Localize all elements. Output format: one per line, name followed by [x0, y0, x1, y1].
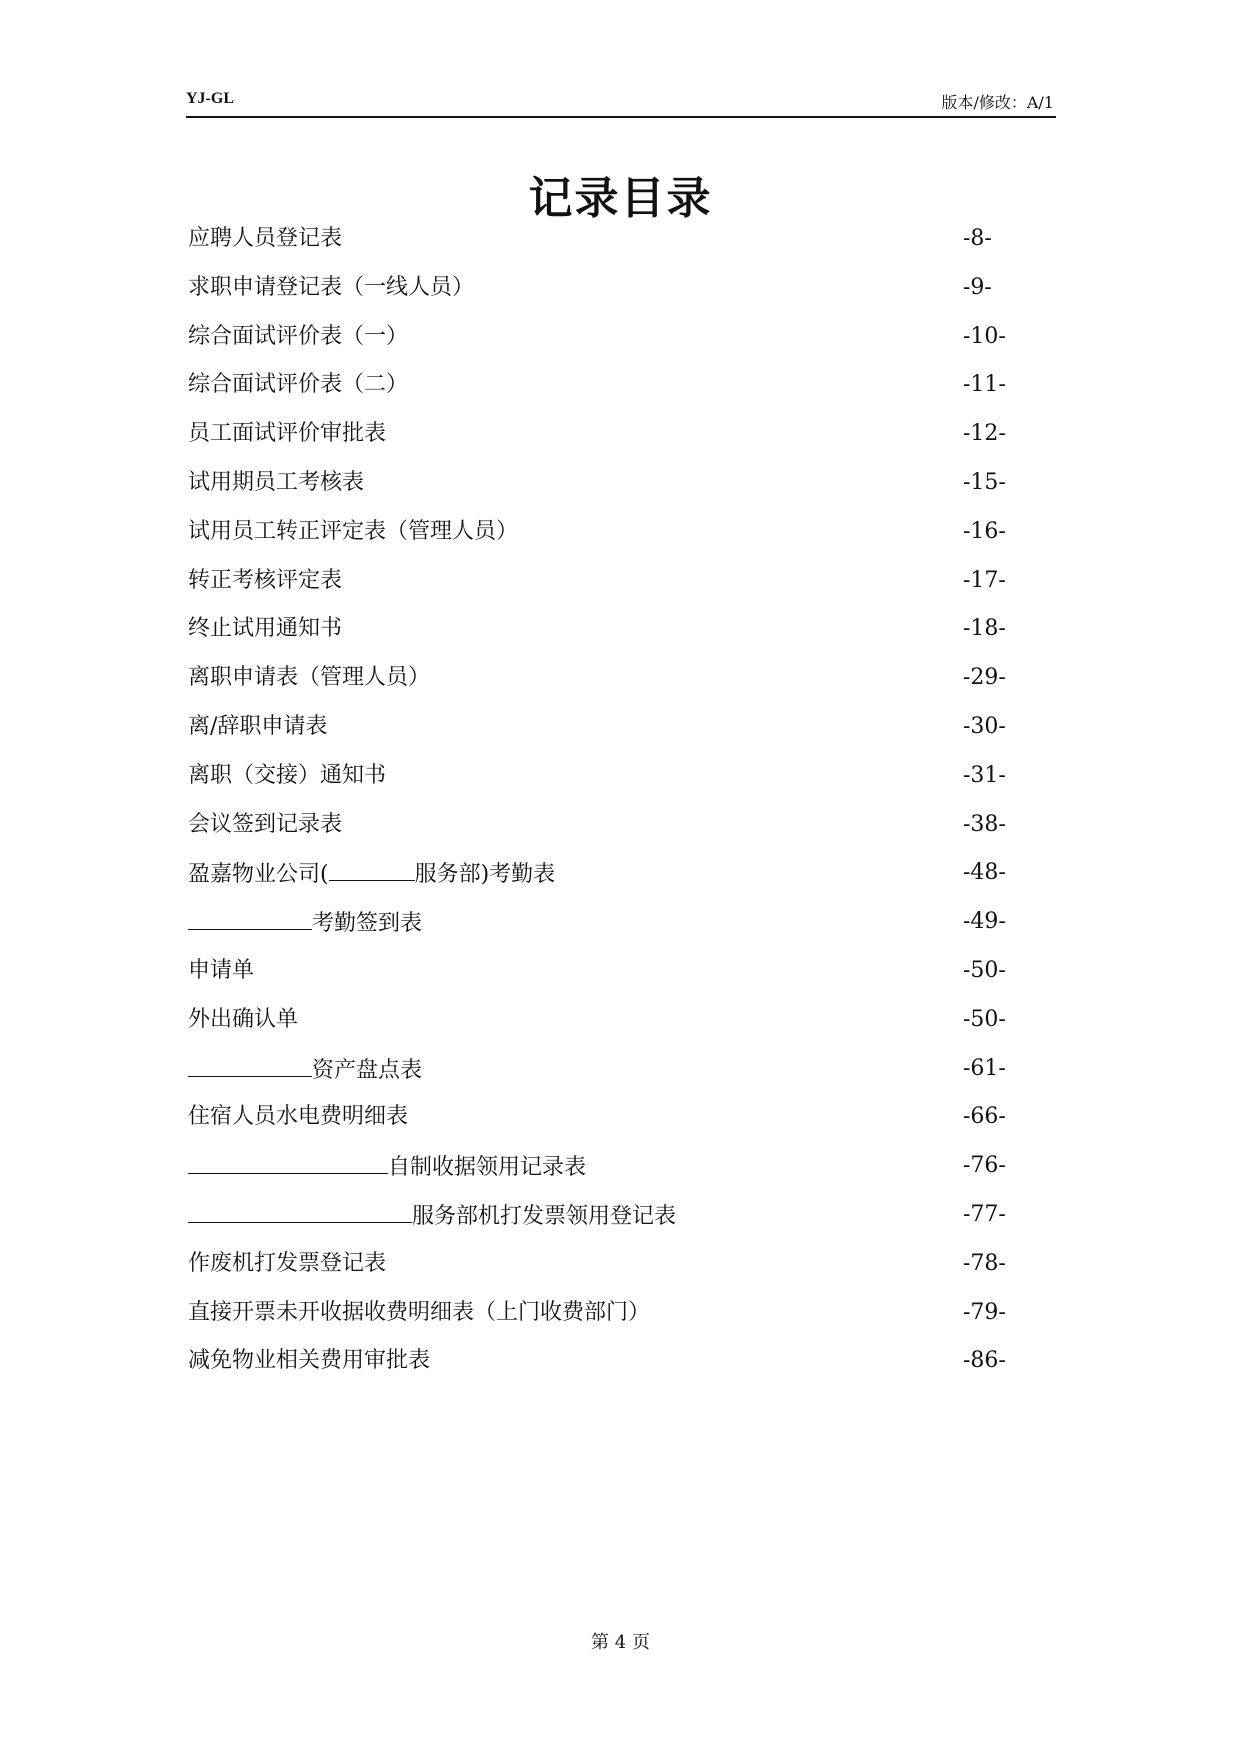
- toc-page-number: -30-: [963, 713, 1006, 739]
- toc-label: 综合面试评价表（一）: [188, 323, 409, 349]
- toc-page-number: -86-: [963, 1348, 1006, 1374]
- toc-label-suffix: 资产盘点表: [312, 1057, 423, 1083]
- toc-row: [188, 322, 1018, 371]
- toc-row: [188, 1200, 1018, 1249]
- toc-row: [188, 273, 1018, 322]
- toc-label: 试用期员工考核表: [188, 469, 365, 495]
- toc-row: [188, 370, 1018, 419]
- toc-row: [188, 468, 1018, 517]
- toc-row: [188, 1054, 1018, 1103]
- toc-label-suffix: 自制收据领用记录表: [388, 1155, 587, 1181]
- toc-row: [188, 614, 1018, 663]
- toc-label: [188, 1200, 676, 1232]
- toc-page-number: -66-: [963, 1104, 1006, 1130]
- fill-in-blank: [188, 907, 312, 930]
- toc-label: 试用员工转正评定表（管理人员）: [188, 518, 519, 544]
- toc-page-number: -48-: [963, 860, 1006, 886]
- toc-row: [188, 663, 1018, 712]
- toc-page-number: -79-: [963, 1299, 1006, 1325]
- toc-label: [188, 1054, 422, 1086]
- toc-label: 直接开票未开收据收费明细表（上门收费部门）: [188, 1299, 651, 1325]
- toc-page-number: -15-: [963, 469, 1006, 495]
- toc-label-suffix: 服务部)考勤表: [414, 862, 556, 888]
- toc-row: [188, 517, 1018, 566]
- toc-label: [188, 907, 422, 939]
- toc-page-number: -38-: [963, 811, 1006, 837]
- toc-label: 申请单: [188, 957, 255, 983]
- toc-page-number: -78-: [963, 1250, 1006, 1276]
- toc-page-number: -12-: [963, 421, 1006, 447]
- toc-row: [188, 1151, 1018, 1200]
- toc-label: 转正考核评定表: [188, 567, 343, 593]
- page-title: 记录目录: [528, 173, 713, 224]
- toc-row: [188, 907, 1018, 956]
- toc-label: 应聘人员登记表: [188, 226, 343, 251]
- toc-label: 员工面试评价审批表: [188, 421, 387, 447]
- toc-row: [188, 419, 1018, 468]
- fill-in-blank: [188, 1054, 312, 1077]
- fill-in-blank: [188, 1151, 388, 1174]
- toc-page-number: -16-: [963, 518, 1006, 544]
- fill-in-blank: [329, 858, 415, 881]
- toc-page-number: -11-: [963, 372, 1006, 398]
- toc-page-number: -17-: [963, 567, 1006, 593]
- toc-page-number: -8-: [963, 226, 992, 251]
- toc-row: [188, 1005, 1018, 1054]
- page-footer: [0, 1628, 1241, 1654]
- toc-page-number: -77-: [963, 1201, 1006, 1227]
- toc-label-suffix: 考勤签到表: [312, 911, 423, 937]
- toc-label: [188, 858, 555, 890]
- table-of-contents: [188, 224, 1018, 1395]
- toc-row: [188, 1102, 1018, 1151]
- toc-page-number: -49-: [963, 909, 1006, 935]
- fill-in-blank: [188, 1200, 412, 1223]
- page-number: 第 4 页: [591, 1632, 650, 1653]
- toc-row: [188, 956, 1018, 1005]
- toc-label: 作废机打发票登记表: [188, 1250, 387, 1276]
- toc-row: [188, 810, 1018, 859]
- toc-page-number: -31-: [963, 762, 1006, 788]
- toc-row: [188, 761, 1018, 810]
- toc-label: 减免物业相关费用审批表: [188, 1348, 431, 1374]
- toc-label: 离/辞职申请表: [188, 713, 328, 739]
- toc-page-number: -29-: [963, 665, 1006, 691]
- toc-row: [188, 712, 1018, 761]
- toc-label: [188, 1151, 586, 1183]
- toc-label: 住宿人员水电费明细表: [188, 1104, 409, 1130]
- toc-label: 终止试用通知书: [188, 616, 343, 642]
- toc-label-prefix: 盈嘉物业公司(: [188, 862, 329, 888]
- toc-label: 综合面试评价表（二）: [188, 372, 409, 398]
- version-label: 版本/修改：A/1: [941, 93, 1054, 112]
- toc-page-number: -9-: [963, 274, 992, 300]
- toc-row: [188, 1249, 1018, 1298]
- toc-page-number: -50-: [963, 957, 1006, 983]
- toc-page-number: -76-: [963, 1153, 1006, 1179]
- toc-label: 会议签到记录表: [188, 811, 343, 837]
- toc-page-number: -10-: [963, 323, 1006, 349]
- toc-label: 离职申请表（管理人员）: [188, 665, 431, 691]
- toc-row: [188, 1298, 1018, 1347]
- document-code: YJ-GL: [186, 90, 234, 107]
- toc-label: 求职申请登记表（一线人员）: [188, 274, 475, 300]
- toc-page-number: -61-: [963, 1055, 1006, 1081]
- toc-page-number: -50-: [963, 1006, 1006, 1032]
- toc-label: 离职（交接）通知书: [188, 762, 387, 788]
- toc-row: [188, 224, 1018, 273]
- toc-label: 外出确认单: [188, 1006, 299, 1032]
- toc-row: [188, 858, 1018, 907]
- toc-row: [188, 566, 1018, 615]
- toc-row: [188, 1346, 1018, 1395]
- page-header: [186, 88, 1056, 118]
- toc-label-suffix: 服务部机打发票领用登记表: [412, 1203, 677, 1229]
- toc-page-number: -18-: [963, 616, 1006, 642]
